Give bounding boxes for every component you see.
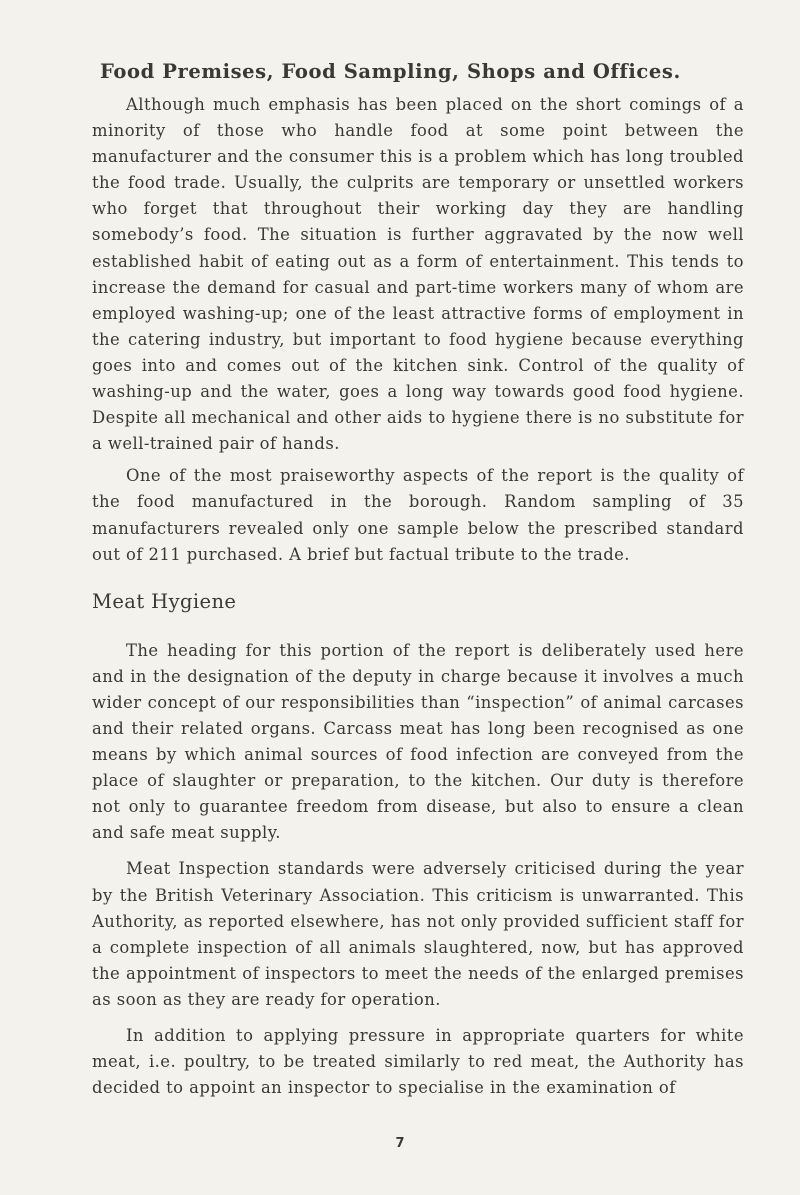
page-content xyxy=(92,58,744,1101)
paragraph-white-meat: In addition to applying pressure in appropriate quarters for white meat, i.e. poultry, to be treated similarly to red meat, the Authority has decided to appoint an inspector to specialise in the examination of xyxy=(92,1026,744,1098)
paragraph-meat-inspection-standards: Meat Inspection standards were adversely criticised during the year by the British Veterinary Association. This criticism is unwarranted. This Authority, as reported elsewhere, has not only provided sufficient staff for a complete inspection of all animals slaughtered, now, but has approved the appointment of inspectors to meet the needs of the enlarged premises as soon as they are ready for operation. xyxy=(92,859,744,1009)
paragraph-food-handlers: Although much emphasis has been placed on the short comings of a minority of those who handle food at some point between the manufacturer and the consumer this is a problem which has long troubled the food trade. Usually, the culprits are temporary or unsettled workers who forget that throughout their working day they are handling somebody’s food. The situation is further aggravated by the now well established habit of eating out as a form of entertainment. This tends to increase the demand for casual and part-time workers many of whom are employed washing-up; one of the least attractive forms of employment in the catering industry, but important to food hygiene because everything goes into and comes out of the kitchen sink. Control of the quality of washing-up and the water, goes a long way towards good food hygiene. Despite all mechanical and other aids to hygiene there is no substitute for a well-trained pair of hands. xyxy=(92,95,744,454)
section-heading-meat-hygiene: Meat Hygiene xyxy=(92,589,237,613)
paragraph-meat-hygiene-heading: The heading for this portion of the report is deliberately used here and in the designation of the deputy in charge because it involves a much wider concept of our responsibilities than “inspection” of animal carcases and their related organs. Carcass meat has long been recognised as one means by which animal sources of food infection are conveyed from the place of slaughter or preparation, to the kitchen. Our duty is therefore not only to guarantee freedom from disease, but also to ensure a clean and safe meat supply. xyxy=(92,640,744,843)
paragraph-food-quality: One of the most praiseworthy aspects of the report is the quality of the food manufactured in the borough. Random sampling of 35 manufacturers revealed only one sample below the prescribed standard out of 211 purchased. A brief but factual tribute to the trade. xyxy=(92,466,744,564)
section-heading-food-premises: Food Premises, Food Sampling, Shops and Offices. xyxy=(100,60,681,83)
page-number: 7 xyxy=(395,1136,405,1151)
